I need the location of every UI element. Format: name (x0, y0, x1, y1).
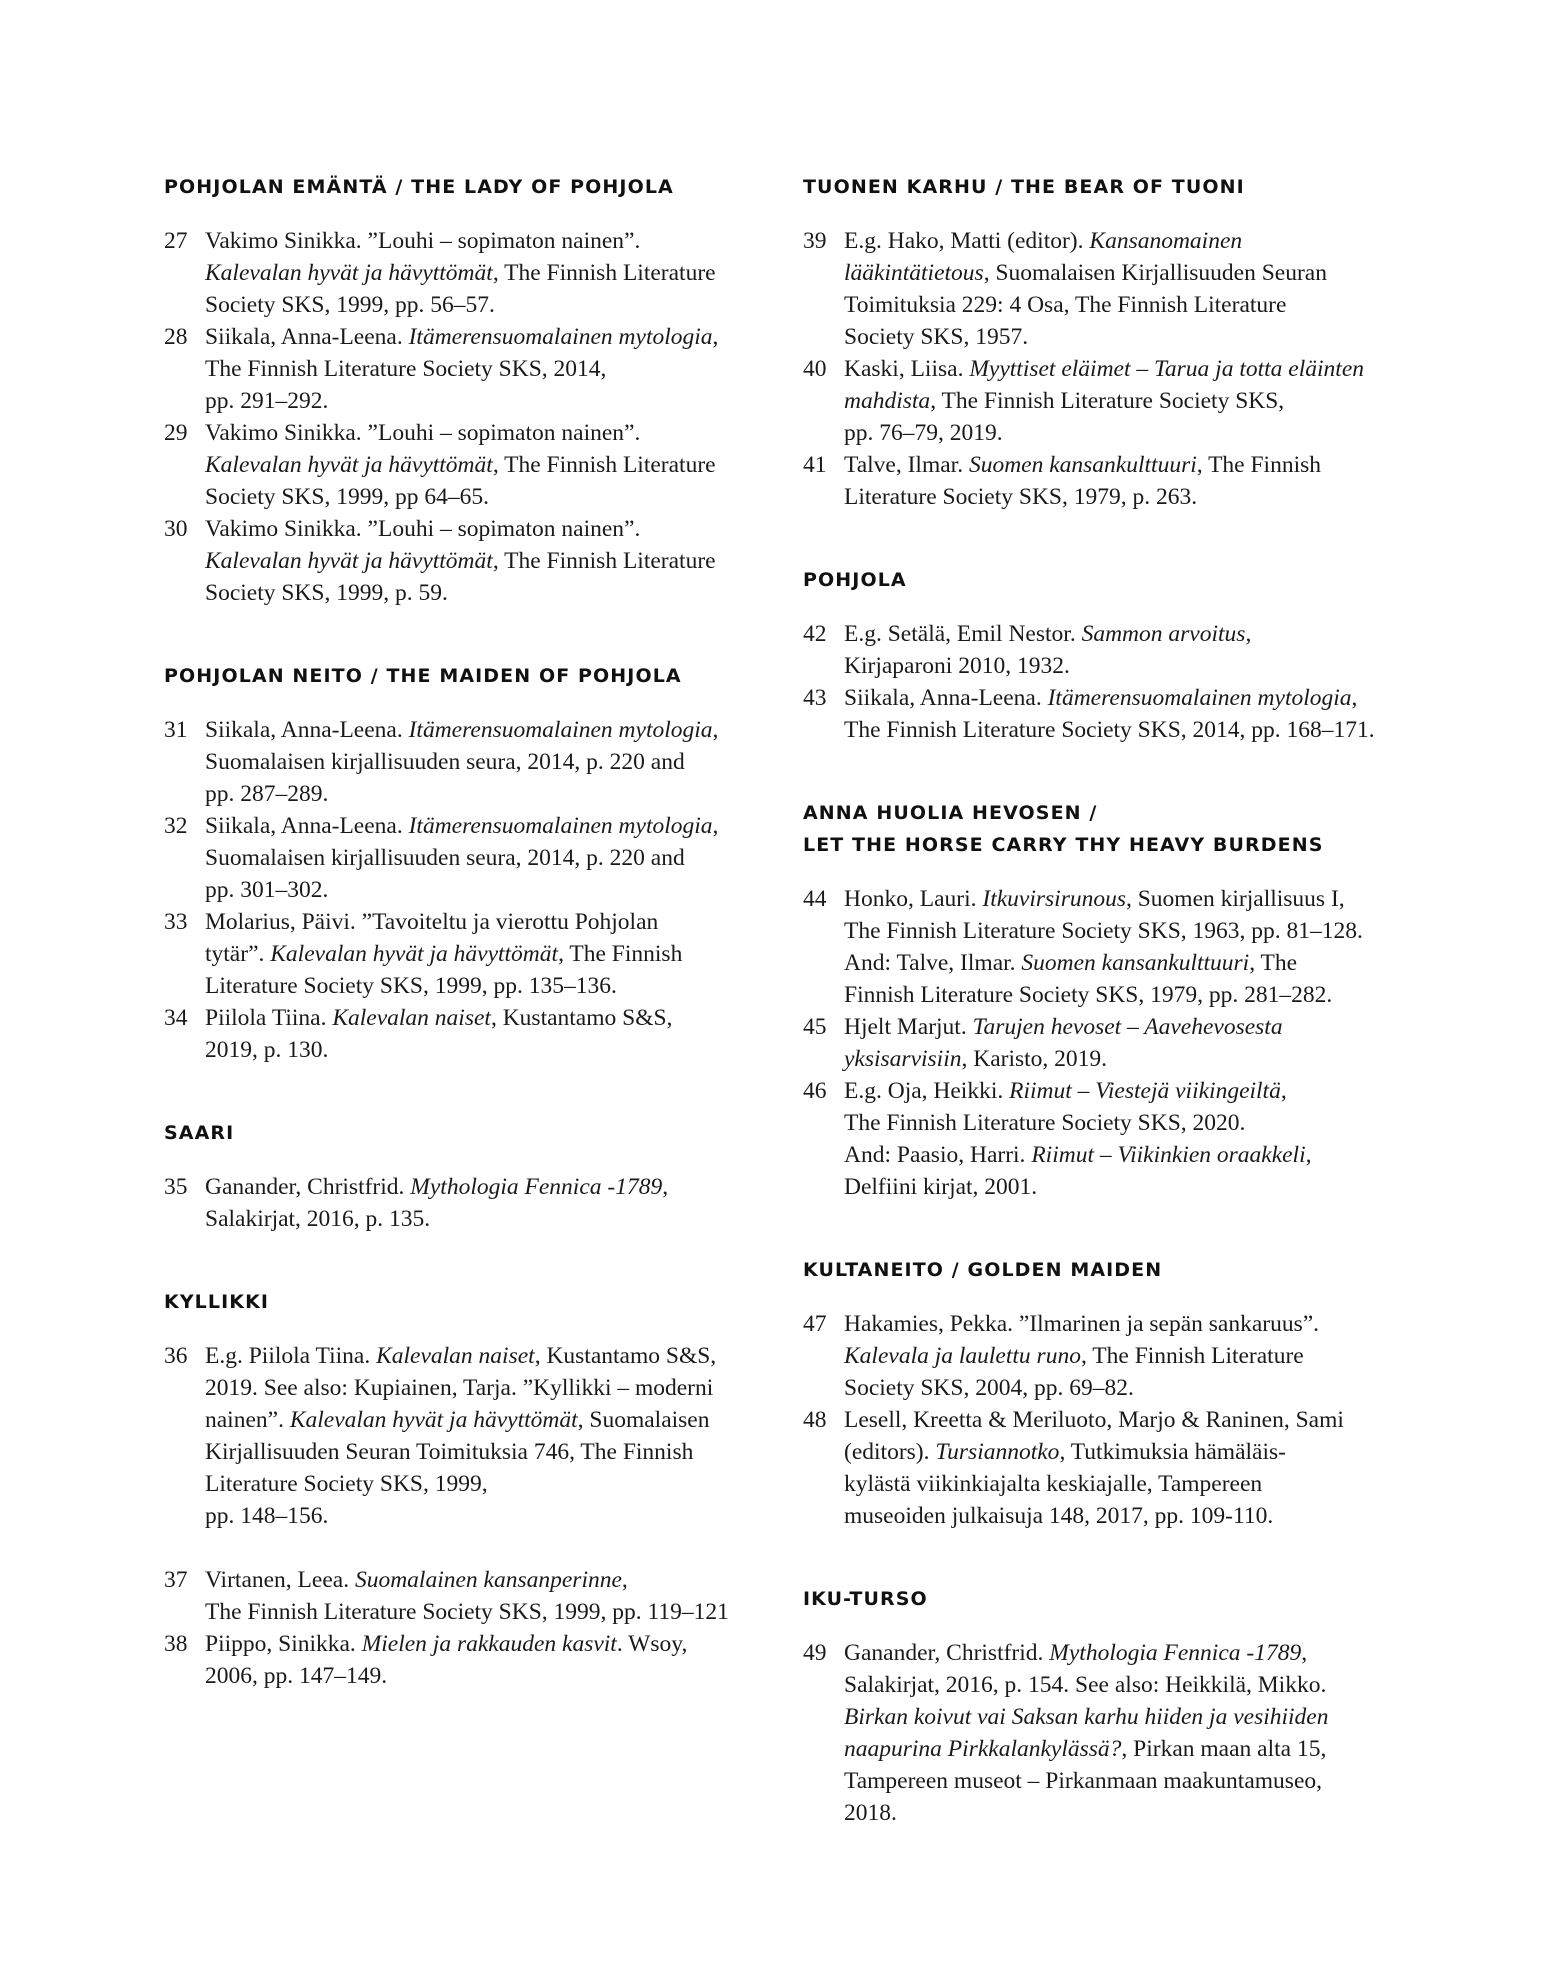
footnote (803, 1637, 1413, 1829)
footnote-text (205, 1340, 774, 1532)
citation-title: Tursiannotko (935, 1439, 1060, 1465)
footnote (164, 513, 774, 609)
footnote-number: 30 (164, 516, 188, 542)
citation-text: 2006, pp. 147–149. (205, 1663, 388, 1689)
footnote-text (844, 449, 1413, 513)
footnote-number: 42 (803, 621, 827, 647)
section-heading (164, 1117, 774, 1149)
notes-list (164, 1171, 774, 1235)
right-column (803, 171, 1413, 1880)
citation-title: yksisarvisiin (844, 1046, 962, 1072)
section-heading (803, 171, 1413, 203)
citation-text: Society SKS, 1957. (844, 324, 1029, 350)
footnote-text (844, 1075, 1413, 1203)
footnote-number: 48 (803, 1407, 827, 1433)
section (164, 660, 774, 1066)
citation-text: Toimituksia 229: 4 Osa, The Finnish Literature (844, 292, 1287, 318)
citation-title: Kalevalan naiset (332, 1005, 491, 1031)
footnote (803, 883, 1413, 1011)
citation-title: Suomen kansankulttuuri (1021, 950, 1250, 976)
citation-title: Birkan koivut vai Saksan karhu hiiden ja vesihiiden (844, 1704, 1329, 1730)
footnote (803, 618, 1413, 682)
footnote (803, 225, 1413, 353)
citation-text: , Kustantamo S&S, (534, 1343, 717, 1369)
citation-text: pp. 148–156. (205, 1503, 329, 1529)
citation-text: And: Talve, Ilmar. (844, 950, 1022, 976)
footnote (164, 906, 774, 1002)
footnote-text (844, 1011, 1413, 1075)
citation-text: pp. 291–292. (205, 388, 329, 414)
footnote-number: 49 (803, 1640, 827, 1666)
footnote (164, 1564, 774, 1628)
footnote-text (205, 906, 774, 1002)
citation-text: Hjelt Marjut. (844, 1014, 973, 1040)
section-heading (803, 1583, 1413, 1615)
citation-text: Society SKS, 1999, pp 64–65. (205, 484, 489, 510)
citation-title: Itämerensuomalainen mytologia (1047, 685, 1352, 711)
footnote (164, 1002, 774, 1066)
citation-text: Vakimo Sinikka. ”Louhi – sopimaton nainen”. (205, 228, 641, 254)
citation-title: Sammon arvoitus (1081, 621, 1246, 647)
section-heading-text: KULTANEITO / GOLDEN MAIDEN (803, 1259, 1163, 1281)
citation-text: , (662, 1174, 669, 1200)
section-heading (803, 797, 1413, 861)
citation-text: , (1301, 1640, 1308, 1666)
footnote-text (205, 714, 774, 810)
citation-text: Siikala, Anna-Leena. (205, 324, 409, 350)
citation-title: Kalevalan hyvät ja hävyttömät (205, 548, 493, 574)
footnote (164, 1340, 774, 1532)
citation-text: . Wsoy, (616, 1631, 688, 1657)
citation-text: Ganander, Christfrid. (205, 1174, 411, 1200)
citation-text: Kaski, Liisa. (844, 356, 970, 382)
footnote (803, 1075, 1413, 1203)
footnote (164, 810, 774, 906)
notes-list (803, 1308, 1413, 1532)
section-heading (164, 171, 774, 203)
citation-text: Ganander, Christfrid. (844, 1640, 1050, 1666)
citation-text: nainen”. (205, 1407, 290, 1433)
citation-text: 2019, p. 130. (205, 1037, 329, 1063)
citation-text: , Karisto, 2019. (961, 1046, 1108, 1072)
footnote-number: 40 (803, 356, 827, 382)
footnote (164, 225, 774, 321)
citation-title: Mythologia Fennica -1789 (1049, 1640, 1302, 1666)
citation-text: E.g. Piilola Tiina. (205, 1343, 377, 1369)
citation-text: Society SKS, 1999, pp. 56–57. (205, 292, 495, 318)
footnote-number: 47 (803, 1311, 827, 1337)
notes-list (164, 1340, 774, 1692)
footnote-number: 41 (803, 452, 827, 478)
citation-text: Vakimo Sinikka. ”Louhi – sopimaton nainen”. (205, 420, 641, 446)
section-heading-text: SAARI (164, 1122, 235, 1144)
citation-text: Siikala, Anna-Leena. (844, 685, 1048, 711)
citation-text: , The Finnish Literature (492, 452, 716, 478)
citation-title: Mielen ja rakkauden kasvit (361, 1631, 617, 1657)
footnote-number: 37 (164, 1567, 188, 1593)
footnote-number: 29 (164, 420, 188, 446)
citation-text: Suomalaisen kirjallisuuden seura, 2014, p. 220 and (205, 749, 685, 775)
footnote-text (205, 1628, 774, 1692)
footnote-number: 44 (803, 886, 827, 912)
footnote-number: 43 (803, 685, 827, 711)
citation-title: Itkuvirsirunous (982, 886, 1126, 912)
citation-text: Society SKS, 1999, p. 59. (205, 580, 448, 606)
notes-list (164, 714, 774, 1066)
citation-text: E.g. Hako, Matti (editor). (844, 228, 1090, 254)
citation-text: , Tutkimuksia hämäläis- (1059, 1439, 1286, 1465)
footnote-number: 28 (164, 324, 188, 350)
citation-title: Itämerensuomalainen mytologia (408, 813, 713, 839)
section-heading (803, 1254, 1413, 1286)
footnote-text (844, 1308, 1413, 1404)
footnote-number: 27 (164, 228, 188, 254)
citation-text: pp. 76–79, 2019. (844, 420, 1003, 446)
footnote (164, 714, 774, 810)
citation-text: Siikala, Anna-Leena. (205, 813, 409, 839)
citation-text: E.g. Oja, Heikki. (844, 1078, 1010, 1104)
citation-text: Molarius, Päivi. ”Tavoiteltu ja vierottu Pohjolan (205, 909, 659, 935)
citation-text: , (1245, 621, 1252, 647)
citation-text: kylästä viikinkiajalta keskiajalle, Tampereen (844, 1471, 1263, 1497)
citation-text: Literature Society SKS, 1999, (205, 1471, 488, 1497)
citation-text: , (1280, 1078, 1287, 1104)
footnote-text (844, 353, 1413, 449)
citation-text: The Finnish Literature Society SKS, 2014, (205, 356, 607, 382)
citation-title: Kalevalan hyvät ja hävyttömät (270, 941, 559, 967)
citation-text: Piippo, Sinikka. (205, 1631, 362, 1657)
citation-text: Siikala, Anna-Leena. (205, 717, 409, 743)
section-heading-text: KYLLIKKI (164, 1291, 270, 1313)
footnote-number: 35 (164, 1174, 188, 1200)
citation-title: Suomalainen kansanperinne (354, 1567, 622, 1593)
footnote-number: 33 (164, 909, 188, 935)
footnote (803, 1308, 1413, 1404)
footnote-text (844, 883, 1413, 1011)
citation-text: pp. 287–289. (205, 781, 329, 807)
notes-list (803, 1637, 1413, 1829)
section-heading-text: LET THE HORSE CARRY THY HEAVY BURDENS (803, 834, 1324, 856)
citation-title: Kansanomainen (1089, 228, 1243, 254)
section (803, 171, 1413, 513)
citation-title: Myyttiset eläimet – Tarua ja totta eläinten (969, 356, 1364, 382)
footnote (803, 449, 1413, 513)
citation-text: , (1351, 685, 1358, 711)
citation-text: , (712, 813, 719, 839)
citation-text: The Finnish Literature Society SKS, 2014, pp. 168–171. (844, 717, 1375, 743)
citation-text: , (712, 324, 719, 350)
section-heading-text: ANNA HUOLIA HEVOSEN / (803, 802, 1098, 824)
citation-text: 2019. See also: Kupiainen, Tarja. ”Kyllikki – moderni (205, 1375, 714, 1401)
footnote (164, 1628, 774, 1692)
footnote-text (205, 225, 774, 321)
citation-text: museoiden julkaisuja 148, 2017, pp. 109-110. (844, 1503, 1274, 1529)
citation-text: , The Finnish (1196, 452, 1322, 478)
citation-text: (editors). (844, 1439, 936, 1465)
citation-text: Virtanen, Leea. (205, 1567, 355, 1593)
citation-text: Hakamies, Pekka. ”Ilmarinen ja sepän sankaruus”. (844, 1311, 1320, 1337)
footnote-number: 36 (164, 1343, 188, 1369)
notes-list (164, 225, 774, 609)
citation-text: Vakimo Sinikka. ”Louhi – sopimaton nainen”. (205, 516, 641, 542)
section (803, 1254, 1413, 1532)
footnote-text (205, 1564, 774, 1628)
citation-title: Kalevalan hyvät ja hävyttömät (205, 452, 493, 478)
footnote (803, 1011, 1413, 1075)
citation-text: Honko, Lauri. (844, 886, 983, 912)
section-heading-text: POHJOLAN EMÄNTÄ / THE LADY OF POHJOLA (164, 176, 674, 198)
citation-text: , (1305, 1142, 1312, 1168)
footnote (164, 321, 774, 417)
footnote-text (844, 225, 1413, 353)
citation-title: Riimut – Viestejä viikingeiltä (1009, 1078, 1281, 1104)
section-heading-text: TUONEN KARHU / THE BEAR OF TUONI (803, 176, 1245, 198)
citation-text: Suomalaisen kirjallisuuden seura, 2014, p. 220 and (205, 845, 685, 871)
section-heading (164, 660, 774, 692)
citation-text: 2018. (844, 1800, 897, 1826)
citation-title: Kalevalan naiset (376, 1343, 535, 1369)
citation-text: Talve, Ilmar. (844, 452, 969, 478)
citation-title: mahdista (844, 388, 931, 414)
citation-text: , The Finnish Literature (492, 548, 716, 574)
citation-title: Mythologia Fennica -1789 (410, 1174, 663, 1200)
citation-text: Tampereen museot – Pirkanmaan maakuntamuseo, (844, 1768, 1322, 1794)
section (164, 171, 774, 609)
footnote-text (205, 513, 774, 609)
citation-text: , The Finnish (558, 941, 683, 967)
citation-text: , Suomen kirjallisuus I, (1125, 886, 1345, 912)
section (164, 1286, 774, 1692)
citation-text: Finnish Literature Society SKS, 1979, pp. 281–282. (844, 982, 1333, 1008)
citation-text: , (621, 1567, 628, 1593)
footnote-number: 39 (803, 228, 827, 254)
section-heading-text: POHJOLAN NEITO / THE MAIDEN OF POHJOLA (164, 665, 682, 687)
footnote (164, 417, 774, 513)
citation-text: The Finnish Literature Society SKS, 1999, pp. 119–121 (205, 1599, 729, 1625)
citation-text: , (712, 717, 719, 743)
footnote-number: 32 (164, 813, 188, 839)
footnote-text (844, 682, 1413, 746)
citation-text: Kirjaparoni 2010, 1932. (844, 653, 1070, 679)
citation-title: naapurina Pirkkalankylässä? (844, 1736, 1122, 1762)
footnote-text (205, 1171, 774, 1235)
citation-text: , The Finnish Literature Society SKS, (930, 388, 1285, 414)
footnote-text (205, 1002, 774, 1066)
section-heading (803, 564, 1413, 596)
citation-text: Literature Society SKS, 1979, p. 263. (844, 484, 1198, 510)
citation-text: , The Finnish Literature (1080, 1343, 1304, 1369)
citation-title: Tarujen hevoset – Aavehevosesta (972, 1014, 1283, 1040)
citation-text: , The Finnish Literature (492, 260, 716, 286)
citation-title: Itämerensuomalainen mytologia (408, 717, 713, 743)
citation-text: , Suomalaisen (577, 1407, 710, 1433)
citation-title: Riimut – Viikinkien oraakkeli (1031, 1142, 1306, 1168)
section (164, 1117, 774, 1235)
section-heading-text: IKU-TURSO (803, 1588, 928, 1610)
section-heading (164, 1286, 774, 1318)
footnote-text (205, 810, 774, 906)
footnote-number: 34 (164, 1005, 188, 1031)
citation-text: Piilola Tiina. (205, 1005, 333, 1031)
footnote-text (844, 1404, 1413, 1532)
citation-text: pp. 301–302. (205, 877, 329, 903)
citation-text: , Kustantamo S&S, (490, 1005, 673, 1031)
footnote-text (205, 417, 774, 513)
citation-title: Kalevala ja laulettu runo (844, 1343, 1081, 1369)
footnote-text (844, 618, 1413, 682)
footnote (803, 682, 1413, 746)
citation-text: Lesell, Kreetta & Meriluoto, Marjo & Raninen, Sami (844, 1407, 1344, 1433)
citation-title: Kalevalan hyvät ja hävyttömät (289, 1407, 578, 1433)
footnote (803, 353, 1413, 449)
footnote-text (205, 321, 774, 417)
citation-text: E.g. Setälä, Emil Nestor. (844, 621, 1082, 647)
notes-list (803, 883, 1413, 1203)
left-column (164, 171, 774, 1743)
citation-text: , The (1249, 950, 1298, 976)
section-heading-text: POHJOLA (803, 569, 907, 591)
citation-text: Salakirjat, 2016, p. 154. See also: Heikkilä, Mikko. (844, 1672, 1327, 1698)
citation-text: Delfiini kirjat, 2001. (844, 1174, 1038, 1200)
citation-text: , Suomalaisen Kirjallisuuden Seuran (983, 260, 1327, 286)
footnote-text (844, 1637, 1413, 1829)
section (803, 564, 1413, 746)
footnote-number: 31 (164, 717, 188, 743)
citation-title: Kalevalan hyvät ja hävyttömät (205, 260, 493, 286)
citation-text: , Pirkan maan alta 15, (1121, 1736, 1327, 1762)
citation-text: Kirjallisuuden Seuran Toimituksia 746, The Finnish (205, 1439, 694, 1465)
footnote (164, 1171, 774, 1235)
footnote-number: 38 (164, 1631, 188, 1657)
citation-text: The Finnish Literature Society SKS, 1963, pp. 81–128. (844, 918, 1363, 944)
footnote-number: 46 (803, 1078, 827, 1104)
citation-text: The Finnish Literature Society SKS, 2020. (844, 1110, 1246, 1136)
citation-title: Suomen kansankulttuuri (968, 452, 1197, 478)
section (803, 797, 1413, 1203)
notes-list (803, 618, 1413, 746)
citation-text: tytär”. (205, 941, 271, 967)
footnote-number: 45 (803, 1014, 827, 1040)
citation-text: Salakirjat, 2016, p. 135. (205, 1206, 431, 1232)
citation-title: Itämerensuomalainen mytologia (408, 324, 713, 350)
section (803, 1583, 1413, 1829)
citation-text: And: Paasio, Harri. (844, 1142, 1032, 1168)
citation-title: lääkintätietous (844, 260, 984, 286)
citation-text: Literature Society SKS, 1999, pp. 135–136. (205, 973, 617, 999)
spacer (164, 1532, 774, 1564)
notes-list (803, 225, 1413, 513)
citation-text: Society SKS, 2004, pp. 69–82. (844, 1375, 1134, 1401)
footnote (803, 1404, 1413, 1532)
